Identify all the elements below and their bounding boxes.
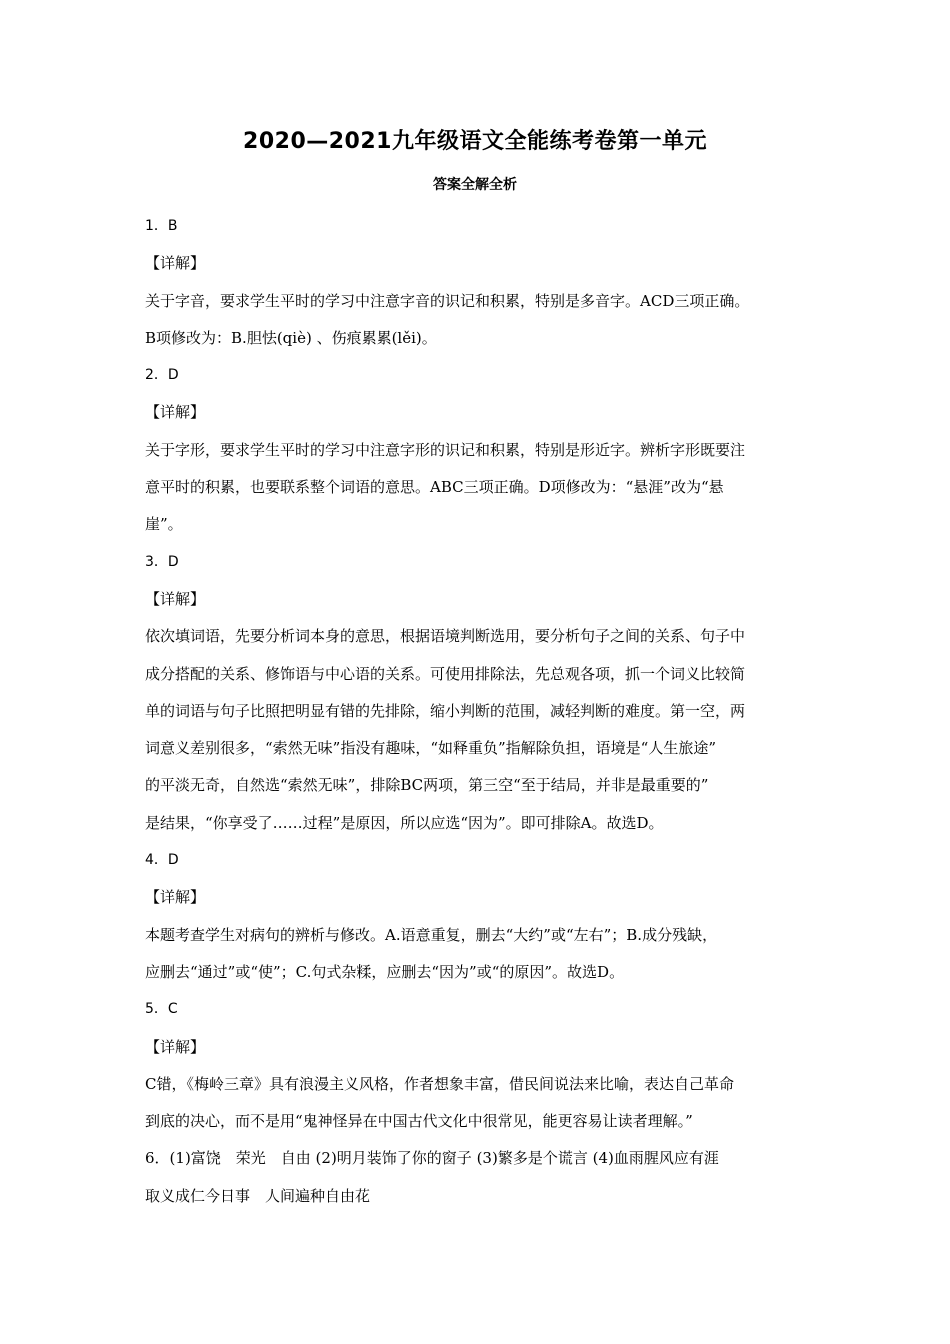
answer-text-line: 单的词语与句子比照把明显有错的先排除，缩小判断的范围，减轻判断的难度。第一空，两 <box>145 701 746 720</box>
answer-text-line: 关于字形，要求学生平时的学习中注意字形的识记和积累，特别是形近字。辨析字形既要注 <box>145 440 746 459</box>
question-number: 4．D <box>145 852 179 869</box>
detail-heading: 【详解】 <box>145 888 206 907</box>
answer-text-line: 关于字音，要求学生平时的学习中注意字音的识记和积累，特别是多音字。ACD三项正确。 <box>145 291 750 310</box>
detail-heading: 【详解】 <box>145 403 206 422</box>
question-number: 5．C <box>145 1001 178 1018</box>
answer-text-line: 依次填词语，先要分析词本身的意思，根据语境判断选用，要分析句子之间的关系、句子中 <box>145 627 746 646</box>
answer-text-line: 意平时的积累，也要联系整个词语的意思。ABC三项正确。D项修改为：“悬涯”改为“悬 <box>145 478 724 497</box>
detail-heading: 【详解】 <box>145 589 206 608</box>
detail-heading: 【详解】 <box>145 254 206 273</box>
page-subtitle: 答案全解全析 <box>433 177 517 193</box>
answer-text-line: 是结果，“你享受了……过程”是原因，所以应选“因为”。即可排除A。故选D。 <box>145 813 664 832</box>
question-number: 2．D <box>145 367 179 384</box>
answer-text-line: 崖”。 <box>145 515 183 534</box>
answer-text-line: B项修改为：B.胆怯(qiè) 、伤痕累累(lěi)。 <box>145 328 437 347</box>
answer-text-line: 本题考查学生对病句的辨析与修改。A.语意重复，删去“大约”或“左右”；B.成分残缺， <box>145 925 718 944</box>
answer-text-line: 成分搭配的关系、修饰语与中心语的关系。可使用排除法，先总观各项，抓一个词义比较简 <box>145 664 746 683</box>
answer-text-line: 取义成仁今日事 人间遍种自由花 <box>145 1186 371 1205</box>
answer-text-line: C错，《梅岭三章》具有浪漫主义风格，作者想象丰富，借民间说法来比喻，表达自己革命 <box>145 1074 734 1093</box>
answer-text-line: 词意义差别很多，“索然无味”指没有趣味，“如释重负”指解除负担，语境是“人生旅途” <box>145 739 717 758</box>
answer-text-line: 到底的决心，而不是用“鬼神怪异在中国古代文化中很常见，能更容易让读者理解。” <box>145 1112 693 1131</box>
page-title: 2020—2021九年级语文全能练考卷第一单元 <box>243 129 707 154</box>
answer-text-line: 应删去“通过”或“使”；C.句式杂糅，应删去“因为”或“的原因”。故选D。 <box>145 962 625 981</box>
answer-text-line: 的平淡无奇，自然选“索然无味”，排除BC两项，第三空“至于结局，并非是最重要的” <box>145 776 709 795</box>
detail-heading: 【详解】 <box>145 1037 206 1056</box>
question-number: 1．B <box>145 218 178 234</box>
answer-text-line: 6．(1)富饶 荣光 自由 (2)明月装饰了你的窗子 (3)繁多是个谎言 (4)血雨腥风应有涯 <box>145 1149 719 1168</box>
answer-body <box>145 208 810 1215</box>
question-number: 3．D <box>145 553 179 570</box>
